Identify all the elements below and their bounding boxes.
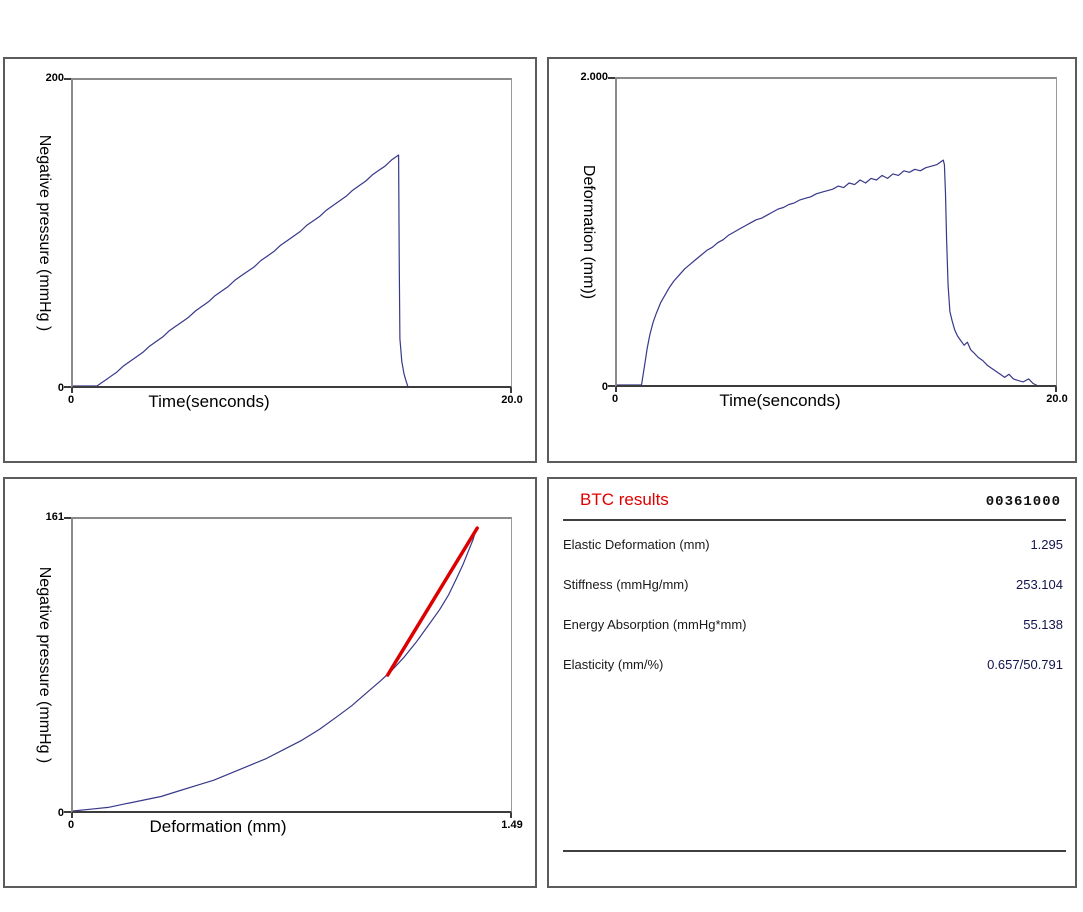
y-axis-min-tick-label: 0 — [601, 381, 608, 393]
x-axis-max-tick-label: 20.0 — [501, 394, 523, 406]
measurement-id: 00361000 — [985, 494, 1061, 510]
y-axis-label-negative-pressure: Negative pressure (mmHg ) — [36, 134, 53, 332]
x-axis-min-tick-label: 0 — [67, 394, 75, 406]
pressure-deformation-plot-area — [71, 517, 512, 813]
x-axis-label-time: Time(senconds) — [148, 392, 270, 411]
x-axis-min-tick-label: 0 — [611, 393, 619, 405]
y-axis-max-tick-label: 161 — [45, 511, 64, 523]
y-axis-max-tickmark — [64, 78, 71, 80]
result-value: 1.295 — [1030, 537, 1063, 552]
negative-pressure-vs-time — [73, 155, 408, 386]
pressure-time-plot-area — [71, 78, 512, 388]
pressure-deformation-chart-panel — [3, 477, 537, 888]
y-axis-min-tickmark — [64, 386, 71, 388]
results-footer-divider — [563, 850, 1066, 852]
y-axis-max-tickmark — [64, 517, 71, 519]
result-label: Elasticity (mm/%) — [563, 657, 664, 672]
results-header-divider — [563, 519, 1066, 521]
y-axis-max-tick-label: 200 — [45, 72, 64, 84]
x-axis-max-tick-label: 1.49 — [501, 819, 523, 831]
deformation-time-chart-panel — [547, 57, 1077, 463]
pressure-deformation-curves — [73, 519, 510, 811]
result-value: 0.657/50.791 — [987, 657, 1063, 672]
deformation-vs-time — [617, 160, 1036, 385]
y-axis-min-tickmark — [608, 385, 615, 387]
x-axis-min-tick-label: 0 — [67, 819, 75, 831]
x-axis-max-tickmark — [1055, 387, 1057, 392]
result-row-energy-absorption — [563, 617, 1063, 633]
result-row-elastic-deformation — [563, 537, 1063, 553]
x-axis-min-tickmark — [71, 388, 73, 393]
x-axis-label-deformation: Deformation (mm) — [149, 817, 287, 836]
deformation-time-curve — [617, 79, 1055, 385]
y-axis-max-tick-label: 2.000 — [580, 71, 608, 83]
x-axis-min-tickmark — [71, 813, 73, 818]
y-axis-min-tickmark — [64, 811, 71, 813]
result-label: Stiffness (mmHg/mm) — [563, 577, 689, 592]
result-value: 253.104 — [1016, 577, 1063, 592]
results-title: BTC results — [580, 490, 669, 509]
y-axis-min-tick-label: 0 — [57, 807, 64, 819]
x-axis-max-tickmark — [510, 388, 512, 393]
stiffness-fit-line — [388, 528, 478, 675]
y-axis-max-tickmark — [608, 77, 615, 79]
x-axis-min-tickmark — [615, 387, 617, 392]
x-axis-max-tick-label: 20.0 — [1046, 393, 1068, 405]
y-axis-min-tick-label: 0 — [57, 382, 64, 394]
result-row-elasticity — [563, 657, 1063, 673]
deformation-time-plot-area — [615, 77, 1057, 387]
x-axis-label-time: Time(senconds) — [719, 391, 841, 410]
result-row-stiffness — [563, 577, 1063, 593]
result-label: Elastic Deformation (mm) — [563, 537, 710, 552]
loading-curve — [73, 528, 476, 811]
y-axis-label-deformation: Deformation (mm)) — [580, 164, 597, 300]
pressure-time-curve — [73, 80, 510, 386]
pressure-time-chart-panel — [3, 57, 537, 463]
y-axis-label-negative-pressure: Negative pressure (mmHg ) — [36, 566, 53, 764]
btc-results-panel — [547, 477, 1077, 888]
result-value: 55.138 — [1023, 617, 1063, 632]
x-axis-max-tickmark — [510, 813, 512, 818]
result-label: Energy Absorption (mmHg*mm) — [563, 617, 747, 632]
